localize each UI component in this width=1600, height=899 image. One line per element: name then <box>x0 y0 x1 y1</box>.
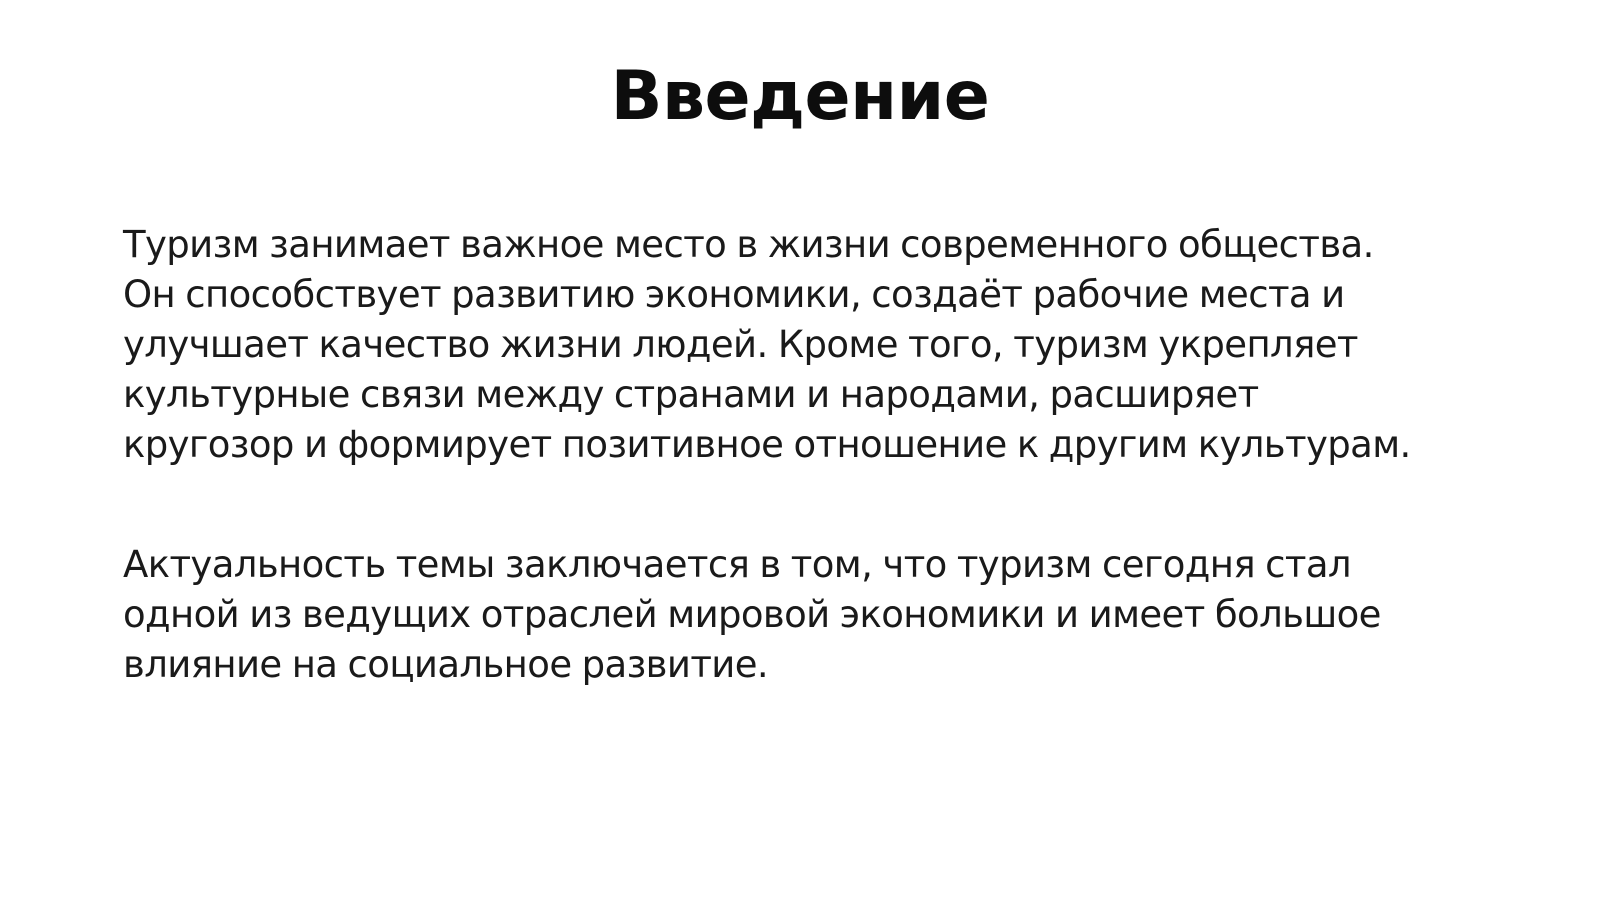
paragraph-intro <box>123 220 1493 470</box>
text-line: одной из ведущих отраслей мировой экономики и имеет большое <box>123 593 1381 636</box>
text-line: улучшает качество жизни людей. Кроме того, туризм укрепляет <box>123 323 1358 366</box>
text-line: Он способствует развитию экономики, создаёт рабочие места и <box>123 273 1345 316</box>
paragraph-relevance <box>123 540 1493 690</box>
text-line: кругозор и формирует позитивное отношение к другим культурам. <box>123 423 1411 466</box>
text-line: Актуальность темы заключается в том, что туризм сегодня стал <box>123 543 1351 586</box>
slide-title: Введение <box>610 57 990 136</box>
text-line: влияние на социальное развитие. <box>123 643 769 686</box>
text-line: культурные связи между странами и народами, расширяет <box>123 373 1259 416</box>
slide-body <box>123 220 1493 690</box>
text-line: Туризм занимает важное место в жизни современного общества. <box>123 223 1374 266</box>
